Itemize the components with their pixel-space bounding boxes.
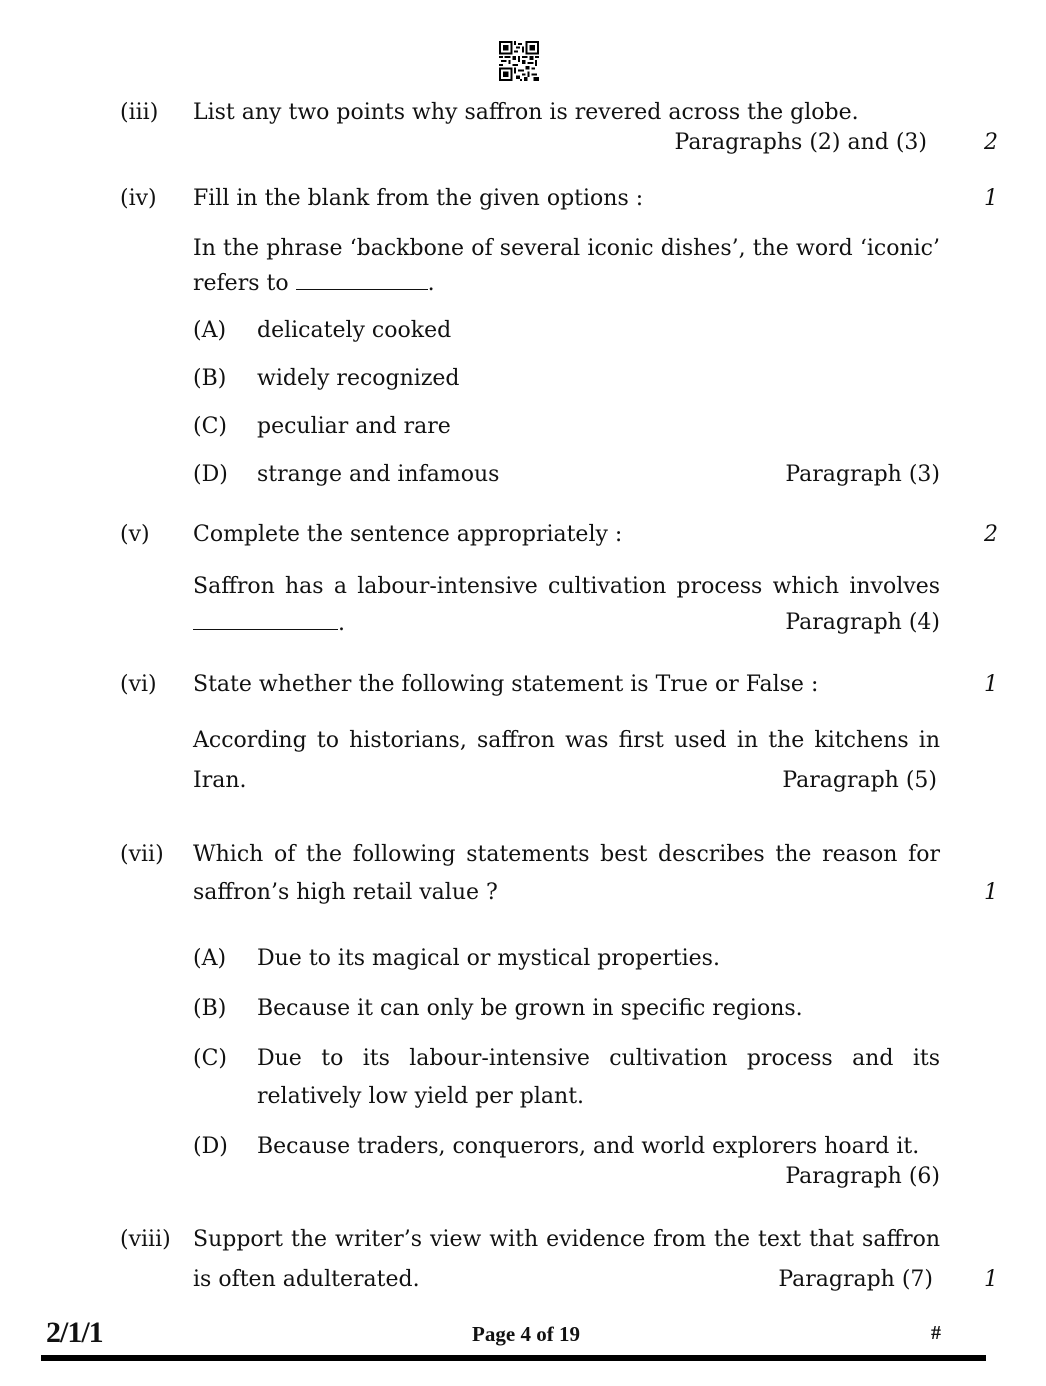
question-number: (v) bbox=[120, 522, 150, 547]
fill-blank bbox=[296, 269, 428, 290]
marks: 1 bbox=[984, 880, 998, 905]
option-text: Because traders, conquerors, and world explorers hoard it. bbox=[257, 1134, 920, 1159]
question-number: (iv) bbox=[120, 186, 157, 211]
qr-code-icon bbox=[499, 41, 539, 81]
option-label: (C) bbox=[193, 414, 227, 439]
question-text: Fill in the blank from the given options : bbox=[193, 186, 644, 211]
option-text: strange and infamous bbox=[257, 462, 500, 487]
question-number: (vii) bbox=[120, 842, 164, 867]
page-number: Page 4 of 19 bbox=[472, 1322, 580, 1346]
option-label: (B) bbox=[193, 366, 227, 391]
question-stem: Saffron has a labour-intensive cultivation process which involves bbox=[193, 574, 940, 599]
question-text: State whether the following statement is True or False : bbox=[193, 672, 819, 697]
question-stem-line2: refers to . bbox=[193, 271, 435, 296]
option-label: (D) bbox=[193, 462, 228, 487]
option-text: peculiar and rare bbox=[257, 414, 451, 439]
option-text: widely recognized bbox=[257, 366, 460, 391]
marks: 2 bbox=[984, 522, 998, 547]
option-label: (A) bbox=[193, 946, 227, 971]
question-text: Complete the sentence appropriately : bbox=[193, 522, 623, 547]
question-text: Support the writer’s view with evidence from the text that saffron bbox=[193, 1227, 940, 1252]
option-text: Because it can only be grown in specific regions. bbox=[257, 996, 803, 1021]
question-text-line2: is often adulterated. bbox=[193, 1267, 420, 1292]
paper-code: 2/1/1 bbox=[46, 1316, 103, 1349]
option-text: Due to its labour-intensive cultivation process and its bbox=[257, 1046, 940, 1071]
question-text-line2: saffron’s high retail value ? bbox=[193, 880, 498, 905]
question-number: (viii) bbox=[120, 1227, 171, 1252]
fill-blank bbox=[193, 609, 338, 630]
option-text: Due to its magical or mystical properties. bbox=[257, 946, 720, 971]
question-text: Which of the following statements best describes the reason for bbox=[193, 842, 940, 867]
option-label: (C) bbox=[193, 1046, 227, 1071]
paragraph-reference: Paragraph (7) bbox=[778, 1267, 933, 1292]
paragraph-reference: Paragraph (5) bbox=[782, 768, 937, 793]
paragraph-reference: Paragraphs (2) and (3) bbox=[674, 130, 927, 155]
footer-symbol: # bbox=[931, 1322, 941, 1344]
option-text: delicately cooked bbox=[257, 318, 452, 343]
option-text-line2: relatively low yield per plant. bbox=[257, 1084, 585, 1109]
paragraph-reference: Paragraph (6) bbox=[785, 1164, 940, 1189]
marks: 1 bbox=[984, 672, 998, 697]
question-text: List any two points why saffron is revered across the globe. bbox=[193, 100, 859, 125]
footer-divider bbox=[41, 1355, 986, 1361]
paragraph-reference: Paragraph (4) bbox=[785, 610, 940, 635]
marks: 1 bbox=[984, 186, 998, 211]
marks: 2 bbox=[984, 130, 998, 155]
question-number: (iii) bbox=[120, 100, 159, 125]
paragraph-reference: Paragraph (3) bbox=[785, 462, 940, 487]
question-stem-line2: Iran. bbox=[193, 768, 247, 793]
question-number: (vi) bbox=[120, 672, 157, 697]
option-label: (D) bbox=[193, 1134, 228, 1159]
question-stem: According to historians, saffron was first used in the kitchens in bbox=[193, 728, 940, 753]
option-label: (A) bbox=[193, 318, 227, 343]
question-stem: In the phrase ‘backbone of several iconic dishes’, the word ‘iconic’ bbox=[193, 236, 940, 261]
question-stem-line2: . bbox=[193, 609, 345, 638]
marks: 1 bbox=[984, 1267, 998, 1292]
option-label: (B) bbox=[193, 996, 227, 1021]
